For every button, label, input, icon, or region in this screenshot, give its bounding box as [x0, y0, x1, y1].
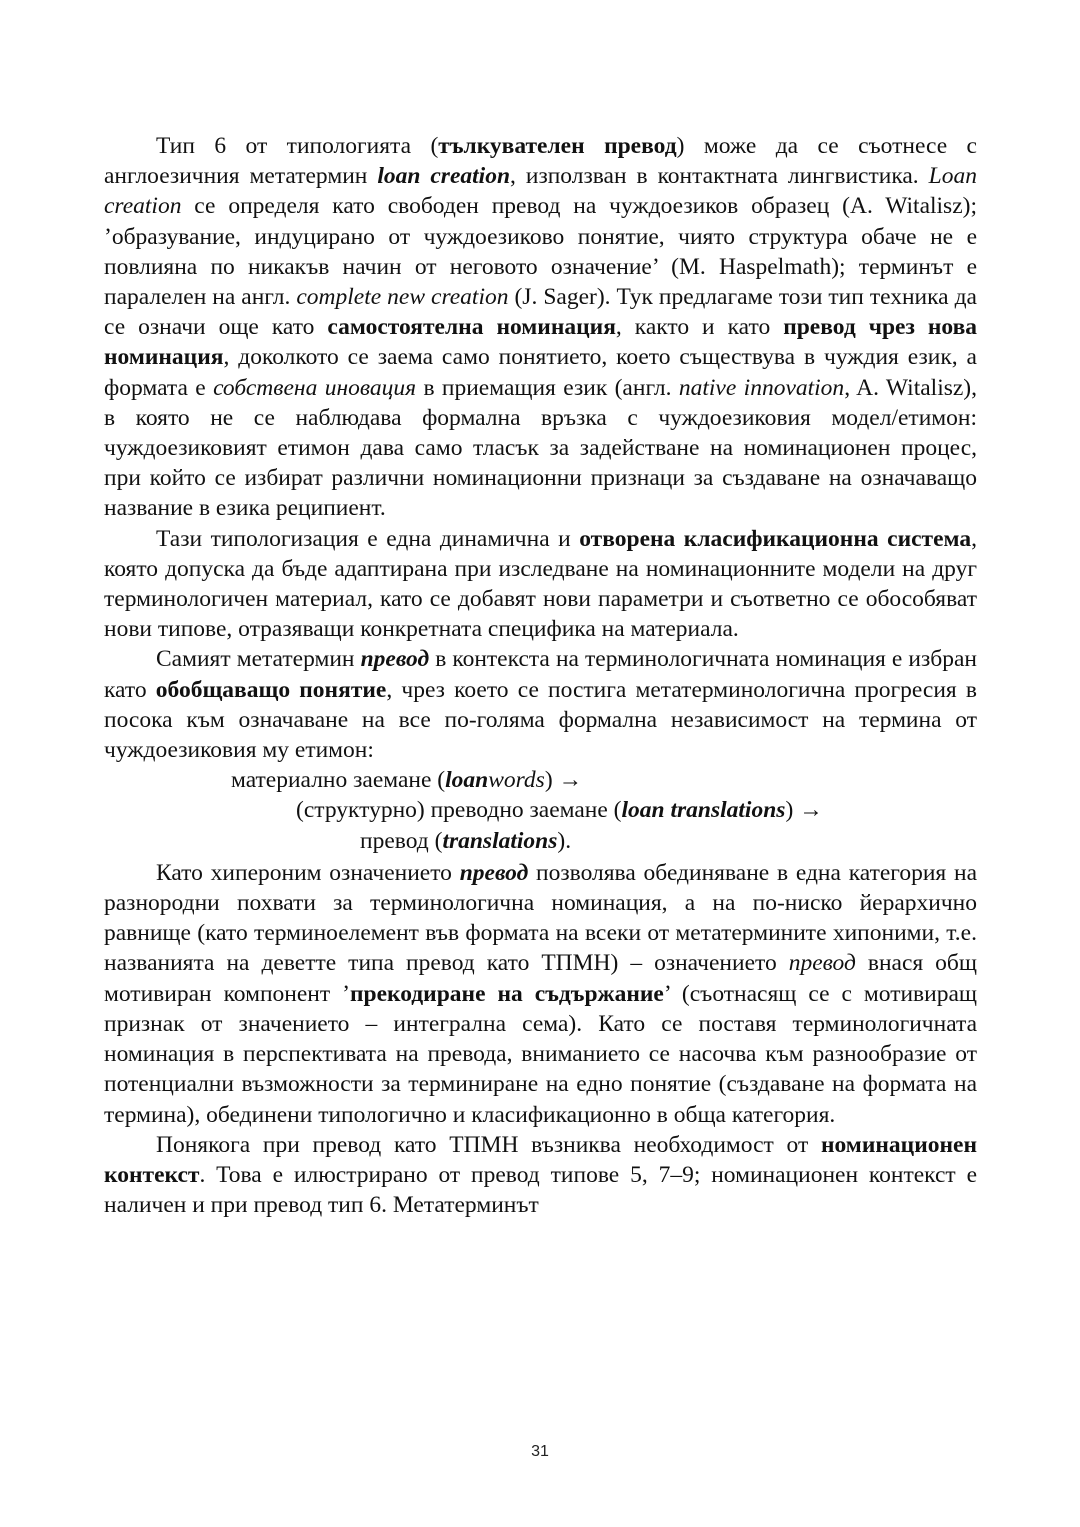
- emphasized-term: отворена класификационна система: [579, 525, 972, 552]
- emphasized-term: complete new creation: [296, 284, 509, 311]
- text-run: , доколкото се заема само понятието, което съществува в чуждия език, а формата е: [104, 344, 977, 401]
- emphasized-term: loan: [445, 767, 489, 794]
- text-run: се определя като свободен превод на чуждоезиков образец (A. Witalisz); ’образувание, индуцирано от чуждоезиково понятие, чиято структура обаче не е повлияна по никакъв начин от неговото означение’ (M. Haspelmath); терминът е паралелен на англ.: [104, 193, 977, 311]
- emphasized-term: превод чрез нова номинация: [104, 314, 978, 371]
- emphasized-term: loan translations: [621, 797, 786, 824]
- emphasized-term: прекодиране на съдържание: [349, 980, 664, 1007]
- page-number: 31: [531, 1443, 549, 1460]
- emphasized-term: Loan creation: [104, 163, 977, 220]
- emphasized-term: native innovation: [678, 374, 845, 401]
- emphasized-term: translations: [442, 827, 558, 854]
- text-run: ) може да се съотнесе с англоезичния метатермин: [104, 133, 977, 190]
- text-run: Тази типологизация е една динамична и: [156, 525, 580, 552]
- text-run: Понякога при превод като ТПМН възниква необходимост от: [156, 1131, 821, 1158]
- text-run: ).: [557, 827, 572, 854]
- text-run: позволява обединяване в една категория на разнородни похвати за терминологична номинация, а на по-ниско йерархично равнище (като терминоелемент във формата на всеки от метатермините хипоними, т.е. названията на деветте типа превод като ТПМН) – означението: [104, 859, 977, 977]
- progression-step-loan-translations: [104, 795, 977, 825]
- text-run: в приемащия език (англ.: [416, 374, 679, 401]
- paragraphs-before-progression: [104, 131, 977, 765]
- emphasized-term: обобщаващо понятие: [155, 676, 387, 703]
- translation-progression: [104, 765, 977, 856]
- text-run: , която допуска да бъде адаптирана при изследване на номинационните модели на друг терминологичен материал, като се добавят нови параметри и съответно се обособяват нови типове, отразяващи конкретната специфика на материала.: [104, 525, 977, 643]
- text-run: (структурно) преводно заемане (: [296, 797, 622, 824]
- text-run: ) →: [785, 797, 823, 824]
- text-run: , A. Witalisz), в която не се наблюдава формална връзка с чуждоезиковия модел/етимон: чуждоезиковият етимон дава само тласък за задействане на номинационен процес, при който се избират различни номинационни признаци за създаване на означаващо название в езика реципиент.: [104, 374, 977, 522]
- paragraph-open-classification: [104, 524, 977, 645]
- paragraph-nomination-context: [104, 1130, 977, 1221]
- emphasized-term: тълкувателен превод: [438, 133, 677, 159]
- text-run: Самият метатермин: [156, 646, 361, 673]
- text-run: внася общ мотивиран компонент ’: [104, 950, 977, 1007]
- document-body: [104, 131, 977, 1220]
- progression-step-loanwords: [104, 765, 977, 795]
- text-run: ’ (съотнасящ се с мотивиращ признак от значението – интегрална сема). Като се поставя терминологичната номинация в перспективата на превода, вниманието се насочва към разнообразие от потенциални възможности за терминиране на едно понятие (създаване на формата на термина), обединени типологично и класификационно в обща категория.: [104, 980, 977, 1128]
- text-run: . Това е илюстрирано от превод типове 5, 7–9; номинационен контекст е наличен и при превод тип 6. Метатерминът: [104, 1161, 977, 1219]
- emphasized-term: самостоятелна номинация: [327, 314, 616, 341]
- text-run: превод (: [360, 827, 443, 854]
- text-run: в контекста на терминологичната номинация е избран като: [104, 646, 977, 703]
- emphasized-term: превод: [788, 950, 856, 977]
- text-run: Като хипероним означението: [156, 859, 460, 886]
- paragraph-metaterm-translation: [104, 644, 977, 765]
- paragraph-hyperonym: [104, 858, 977, 1130]
- text-run: Тип 6 от типологията (: [156, 133, 439, 159]
- text-run: , чрез което се постига метатерминологична прогресия в посока към означаване на все по-голяма формална независимост на термина от чуждоезиковия му етимон:: [104, 676, 978, 764]
- text-run: материално заемане (: [231, 767, 446, 794]
- paragraph-type6-loan-creation: [104, 131, 977, 524]
- emphasized-term: превод: [459, 859, 529, 886]
- text-run: ) →: [544, 767, 583, 794]
- emphasized-term: loan creation: [377, 163, 511, 190]
- text-run: , както и като: [615, 314, 784, 341]
- text-run: (J. Sager). Тук предлагаме този тип техника да се означи още като: [104, 284, 977, 341]
- progression-step-translations: [104, 826, 977, 856]
- emphasized-term: превод: [360, 646, 430, 673]
- text-run: , използван в контактната лингвистика.: [510, 163, 929, 190]
- emphasized-term: words: [488, 767, 545, 794]
- emphasized-term: собствена иновация: [213, 374, 417, 401]
- emphasized-term: номинационен контекст: [104, 1131, 977, 1188]
- paragraphs-after-progression: [104, 858, 977, 1220]
